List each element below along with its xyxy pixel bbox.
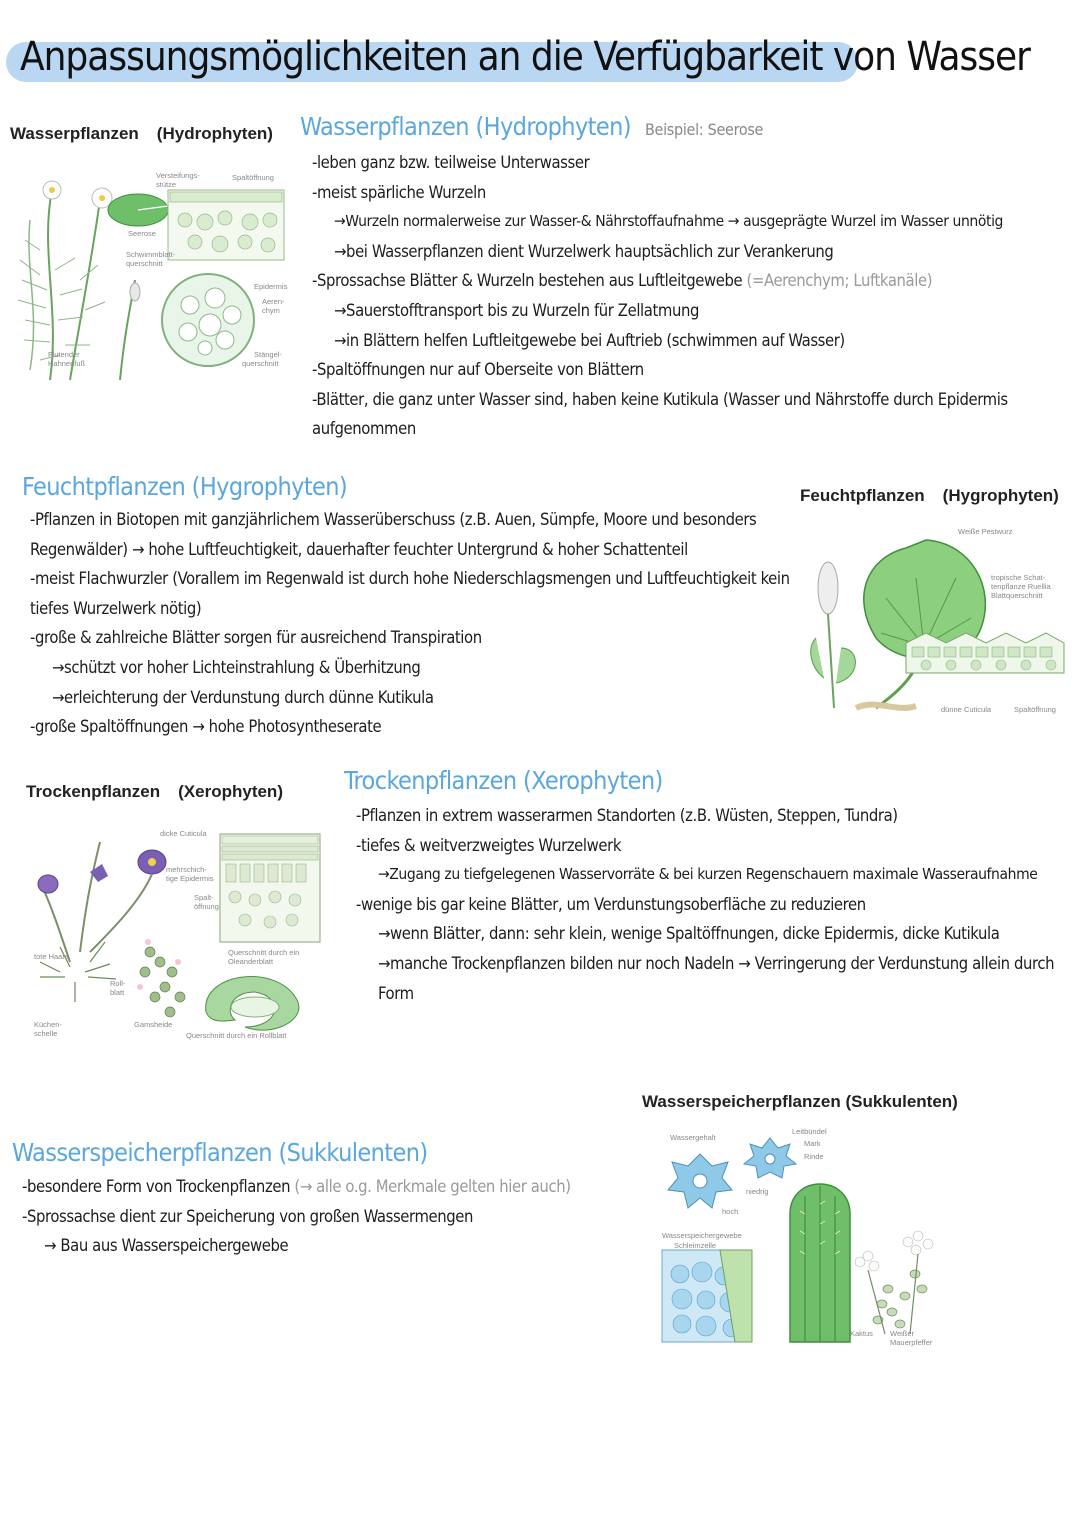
xero-figure xyxy=(30,822,326,1048)
xero-figure-heading-name: Trockenpflanzen xyxy=(26,782,161,801)
label-leitbuendel: Leitbündel xyxy=(792,1127,827,1136)
label-tote-haare: tote Haare xyxy=(34,952,70,961)
hydro-note-4: →bei Wasserpflanzen dient Wurzelwerk hauptsächlich zur Verankerung xyxy=(334,241,834,261)
hydro-title-text: Wasserpflanzen (Hydrophyten) xyxy=(300,112,631,141)
sukk-note-1-gloss: (→ alle o.g. Merkmale gelten hier auch) xyxy=(294,1177,571,1196)
label-spaltoeffnung-hygro: Spaltöffnung xyxy=(1014,705,1056,714)
hydro-note-8: -Spaltöffnungen nur auf Oberseite von Blättern xyxy=(312,360,644,380)
label-hahnenfuss: Hahnenfuß xyxy=(48,359,86,368)
xero-figure-heading-term: (Xerophyten) xyxy=(178,782,283,801)
hygro-notes xyxy=(30,505,792,742)
sukk-note-1-text: -besondere Form von Trockenpflanzen xyxy=(22,1177,291,1196)
label-kuechen: Küchen- xyxy=(34,1020,62,1029)
label-oleanderblatt: Oleanderblatt xyxy=(228,957,274,966)
label-mehrschichtige: mehrschich- xyxy=(166,865,207,874)
hygro-note-4: →schützt vor hoher Lichteinstrahlung & Überhitzung xyxy=(52,657,421,677)
label-mark: Mark xyxy=(804,1139,821,1148)
hygro-figure-heading-name: Feuchtpflanzen xyxy=(800,486,925,505)
sukk-figure-heading: Wasserspeicherpflanzen (Sukkulenten) xyxy=(642,1092,958,1111)
hydro-example: Beispiel: Seerose xyxy=(644,120,764,139)
label-seerose: Seerose xyxy=(128,229,156,238)
xero-figure-heading xyxy=(26,782,283,802)
label-roll: Roll- xyxy=(110,979,126,988)
xero-note-1: -Pflanzen in extrem wasserarmen Standorten (z.B. Wüsten, Steppen, Tundra) xyxy=(356,806,898,825)
label-querschnitt-rollblatt: Querschnitt durch ein Rollblatt xyxy=(186,1031,287,1040)
label-schwimmblatt: Schwimmblatt- xyxy=(126,250,176,259)
hygro-figure-heading xyxy=(800,486,1059,506)
hydro-note-5 xyxy=(312,266,1074,296)
hydro-figure-heading xyxy=(10,124,273,144)
hygro-figure-heading-term: (Hygrophyten) xyxy=(942,486,1059,505)
label-aerenchym: Aeren- xyxy=(262,297,285,306)
label-hoch: hoch xyxy=(722,1207,739,1216)
label-flutender: Flutender xyxy=(48,350,80,359)
label-schleimzelle: Schleimzelle xyxy=(674,1241,717,1250)
label-querschnitt: querschnitt xyxy=(126,259,163,268)
xero-note-4: -wenige bis gar keine Blätter, um Verdunstungsoberfläche zu reduzieren xyxy=(356,894,866,914)
label-wassergehalt: Wassergehalt xyxy=(670,1133,716,1142)
hydro-note-2: -meist spärliche Wurzeln xyxy=(312,182,486,202)
hygro-section-title: Feuchtpflanzen (Hygrophyten) xyxy=(22,472,348,501)
label-staengelquerschnitt: querschnitt xyxy=(242,359,279,368)
label-weisse-pestwurz: Weiße Pestwurz xyxy=(958,527,1013,536)
label-staengel: Stängel- xyxy=(254,350,282,359)
hygro-note-2: -meist Flachwurzler (Vorallem im Regenwald ist durch hohe Niederschlagsmengen und Luftfeuchtigkeit kein tiefes Wurzelwerk nötig) xyxy=(30,569,790,618)
label-blattquerschnitt: Blattquerschnitt xyxy=(991,591,1043,600)
label-spaltoeffnung: Spaltöffnung xyxy=(232,173,274,182)
label-spalt: Spalt- xyxy=(194,893,214,902)
label-kaktus: Kaktus xyxy=(850,1329,873,1338)
label-aerenchym-2: chym xyxy=(262,306,280,315)
hydro-note-1: -leben ganz bzw. teilweise Unterwasser xyxy=(312,153,590,172)
hydro-note-5-text: -Sprossachse Blätter & Wurzeln bestehen aus Luftleitgewebe xyxy=(312,271,743,291)
sukk-figure xyxy=(660,1124,956,1350)
hydro-note-6: →Sauerstofftransport bis zu Wurzeln für Zellatmung xyxy=(334,300,699,320)
label-querschnitt-oleander: Querschnitt durch ein xyxy=(228,948,300,957)
label-blatt: blatt xyxy=(110,988,125,997)
label-ruellia: tenpflanze Ruellia xyxy=(991,582,1051,591)
label-epidermis-xero: tige Epidermis xyxy=(166,874,214,883)
hygro-note-6: -große Spaltöffnungen → hohe Photosyntheserate xyxy=(30,717,382,737)
label-niedrig: niedrig xyxy=(746,1187,769,1196)
hydro-note-3: →Wurzeln normalerweise zur Wasser-& Nährstoffaufnahme → ausgeprägte Wurzel im Wasser unnötig xyxy=(334,212,1003,231)
xero-note-3: →Zugang zu tiefgelegenen Wasservorräte & bei kurzen Regenschauern maximale Wasseraufnahme xyxy=(378,865,1038,884)
hygro-figure xyxy=(806,518,1068,724)
hydro-figure-heading-term: (Hydrophyten) xyxy=(156,124,273,143)
page-title: Anpassungsmöglichkeiten an die Verfügbarkeit von Wasser xyxy=(20,34,1030,80)
hydro-note-9: -Blätter, die ganz unter Wasser sind, haben keine Kutikula (Wasser und Nährstoffe durch Epidermis aufgenommen xyxy=(312,389,1008,439)
label-wasserspeichergewebe: Wasserspeichergewebe xyxy=(662,1231,742,1240)
xero-note-2: -tiefes & weitverzweigtes Wurzelwerk xyxy=(356,835,622,855)
label-versteifungsstuetze-2: stütze xyxy=(156,180,177,189)
hygro-note-1: -Pflanzen in Biotopen mit ganzjährlichem Wasserüberschuss (z.B. Auen, Sümpfe, Moore und besonders Regenwälder) → hohe Luftfeuchtigkeit, dauerhafter feuchter Untergrund & hoher Schattenteil xyxy=(30,510,757,559)
label-tropische: tropische Schat- xyxy=(991,573,1046,582)
xero-note-5: →wenn Blätter, dann: sehr klein, wenige Spaltöffnungen, dicke Epidermis, dicke Kutikula xyxy=(378,924,1000,944)
hydro-figure xyxy=(10,160,292,382)
label-epidermis: Epidermis xyxy=(254,282,288,291)
label-weisser-shown: Weißer xyxy=(890,1329,915,1338)
sukk-note-2: -Sprossachse dient zur Speicherung von großen Wassermengen xyxy=(22,1206,474,1226)
label-oeffnung: öffnung xyxy=(194,902,219,911)
sukk-section-title: Wasserspeicherpflanzen (Sukkulenten) xyxy=(12,1138,428,1167)
xero-note-6: →manche Trockenpflanzen bilden nur noch Nadeln → Verringerung der Verdunstung allein durch Form xyxy=(378,953,1055,1003)
label-rinde: Rinde xyxy=(804,1152,824,1161)
hygro-note-3: -große & zahlreiche Blätter sorgen für ausreichend Transpiration xyxy=(30,628,482,648)
xero-section-title: Trockenpflanzen (Xerophyten) xyxy=(344,766,663,795)
label-schelle: schelle xyxy=(34,1029,58,1038)
hydro-figure-heading-name: Wasserpflanzen xyxy=(10,124,139,143)
xero-notes xyxy=(356,801,1078,1008)
label-gamsheide: Gamsheide xyxy=(134,1020,173,1029)
sukk-notes xyxy=(22,1172,642,1261)
label-duenne-cuticula: dünne Cuticula xyxy=(941,705,992,714)
hydro-note-7: →in Blättern helfen Luftleitgewebe bei Auftrieb (schwimmen auf Wasser) xyxy=(334,330,845,350)
sukk-note-1 xyxy=(22,1172,642,1202)
title-banner xyxy=(6,34,1030,86)
hydro-section-title xyxy=(300,112,763,141)
label-versteifungsstuetze: Versteifungs- xyxy=(156,171,200,180)
hygro-note-5: →erleichterung der Verdunstung durch dünne Kutikula xyxy=(52,687,434,707)
label-mauerpfeffer: Mauerpfeffer xyxy=(890,1338,933,1347)
hydro-notes xyxy=(312,148,1074,444)
sukk-note-3: → Bau aus Wasserspeichergewebe xyxy=(44,1236,289,1256)
label-dicke-cuticula: dicke Cuticula xyxy=(160,829,207,838)
hydro-note-5-gloss: (=Aerenchym; Luftkanäle) xyxy=(746,271,933,291)
